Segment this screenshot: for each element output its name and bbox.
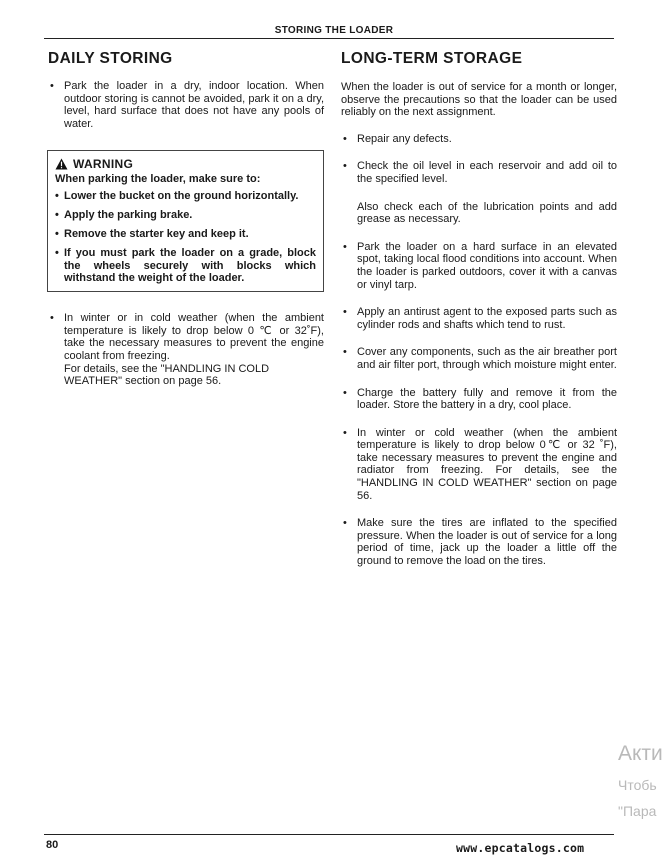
page-header-title: STORING THE LOADER xyxy=(274,25,394,36)
long-term-item-text: Repair any defects. xyxy=(357,132,452,145)
daily-bullet-cold-text: In winter or in cold weather (when the ambient temperature is likely to drop below 0 ℃ or 32˚F), take the necessary measures to prevent the engine coolant from freezing. xyxy=(64,312,324,362)
warning-title: WARNING xyxy=(73,157,134,172)
warning-item-text: Lower the bucket on the ground horizontally. xyxy=(64,190,299,203)
bullet-dot: • xyxy=(55,209,59,222)
bullet-dot: • xyxy=(343,240,347,253)
long-term-item-text: Apply an antirust agent to the exposed parts such as cylinder rods and shafts which tend to rust. xyxy=(357,306,617,331)
long-term-item-extra: Also check each of the lubrication points and add grease as necessary. xyxy=(357,200,617,226)
daily-bullet-indoor xyxy=(48,80,324,130)
bullet-dot: • xyxy=(343,426,347,439)
footer-rule xyxy=(44,834,614,835)
overlay-text-3: "Пара xyxy=(618,803,657,819)
warning-item xyxy=(55,228,316,241)
long-term-item xyxy=(341,306,617,331)
long-term-item-text: Make sure the tires are inflated to the specified pressure. When the loader is out of service for a long period of time, jack up the loader a little off the ground to remove the load on the tires. xyxy=(357,517,617,568)
long-term-item-text: Cover any components, such as the air breather port and air filter port, through which moisture might enter. xyxy=(357,346,617,371)
warning-item xyxy=(55,247,316,285)
bullet-dot: • xyxy=(343,386,347,399)
bullet-dot: • xyxy=(55,246,59,259)
long-term-item-text: In winter or cold weather (when the ambient temperature is likely to drop below 0℃ or 32 ˚F), take necessary measures to prevent the engine and radiator from freezing. For details, see the "HANDLING IN COLD WEATHER" section on page 56. xyxy=(357,426,617,502)
bullet-dot: • xyxy=(343,160,347,173)
daily-storing-heading: DAILY STORING xyxy=(48,50,173,67)
long-term-item xyxy=(341,160,617,185)
long-term-item xyxy=(341,241,617,291)
daily-storing-column xyxy=(48,50,324,388)
daily-bullet-cold-details: For details, see the "HANDLING IN COLD WEATHER" section on page 56. xyxy=(64,362,270,388)
warning-item xyxy=(55,190,316,203)
daily-bullet-indoor-text: Park the loader in a dry, indoor location. When outdoor storing is cannot be avoided, park it on a dry, level, hard surface that does not have any pools of water. xyxy=(64,80,324,130)
bullet-dot: • xyxy=(343,517,347,530)
long-term-item xyxy=(341,346,617,371)
footer-url[interactable]: www.epcatalogs.com xyxy=(456,841,585,855)
long-term-item-text: Check the oil level in each reservoir and add oil to the specified level. xyxy=(357,160,617,185)
long-term-storage-column xyxy=(341,50,617,568)
warning-item-text: Apply the parking brake. xyxy=(64,209,193,222)
page-number: 80 xyxy=(46,839,59,851)
long-term-item-text: Charge the battery fully and remove it from the loader. Store the battery in a dry, cool place. xyxy=(357,386,617,412)
warning-title-row xyxy=(55,157,316,171)
long-term-heading: LONG-TERM STORAGE xyxy=(341,50,523,67)
warning-item-text: Remove the starter key and keep it. xyxy=(64,227,249,240)
long-term-intro: When the loader is out of service for a month or longer, observe the precautions so that the loader can be used reliably on the next assignment. xyxy=(341,81,617,119)
warning-intro: When parking the loader, make sure to: xyxy=(55,173,261,186)
long-term-item xyxy=(341,427,617,503)
bullet-dot: • xyxy=(343,346,347,359)
bullet-dot: • xyxy=(55,227,59,240)
long-term-item xyxy=(341,387,617,412)
bullet-dot: • xyxy=(50,312,54,325)
long-term-item xyxy=(341,133,617,146)
warning-box xyxy=(47,150,324,292)
bullet-dot: • xyxy=(50,80,54,92)
warning-item-text: If you must park the loader on a grade, block the wheels securely with blocks which withstand the weight of the loader. xyxy=(64,246,316,285)
bullet-dot: • xyxy=(343,132,347,145)
overlay-text-2: Чтобь xyxy=(618,777,657,793)
daily-bullet-cold xyxy=(48,312,324,388)
bullet-dot: • xyxy=(55,190,59,203)
long-term-item-text: Park the loader on a hard surface in an elevated spot, taking local flood conditions into account. When the loader is parked outdoors, cover it with a canvas or vinyl tarp. xyxy=(357,240,617,291)
warning-triangle-icon xyxy=(55,158,68,170)
header-rule xyxy=(44,38,614,39)
overlay-text-1: Акти xyxy=(618,742,663,765)
long-term-item xyxy=(341,517,617,567)
warning-item xyxy=(55,209,316,222)
bullet-dot: • xyxy=(343,306,347,319)
